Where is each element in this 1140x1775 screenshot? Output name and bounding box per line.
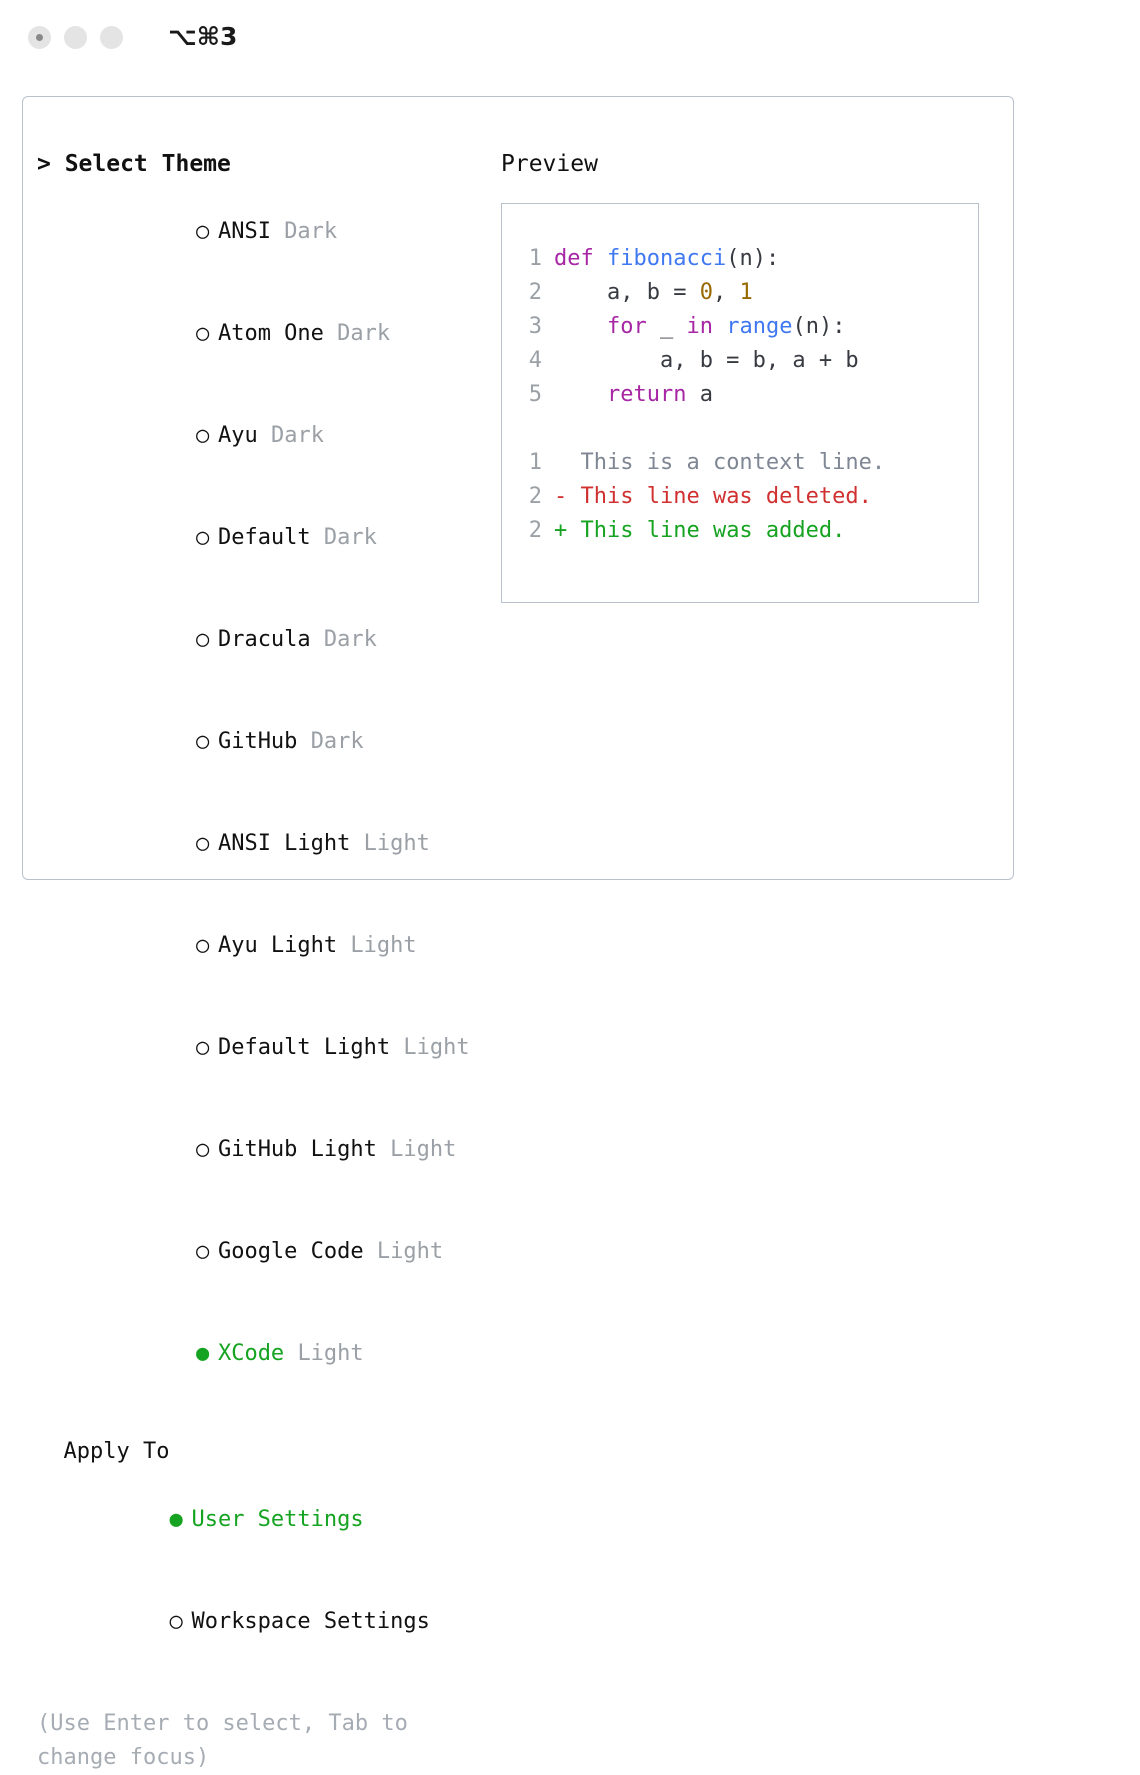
code-token: a, b = b, a + b — [554, 348, 859, 373]
diff-line-added — [516, 514, 978, 548]
theme-name: Ayu Light — [217, 933, 338, 958]
select-theme-prompt: > Select Theme — [37, 151, 231, 177]
code-token: a — [686, 382, 713, 407]
code-token: fibonacci — [606, 246, 727, 271]
code-token: def — [554, 246, 607, 271]
theme-name: GitHub Light — [217, 1137, 377, 1162]
diff-marker — [554, 450, 567, 475]
line-number: 4 — [528, 348, 542, 373]
code-token: in — [686, 314, 713, 339]
line-number: 3 — [528, 314, 542, 339]
code-token: _ — [646, 314, 687, 339]
line-number: 1 — [528, 246, 542, 271]
code-spacer — [516, 412, 978, 446]
preview-box — [501, 203, 979, 603]
window-dot-close[interactable] — [28, 26, 51, 49]
radio-icon: ○ — [195, 1239, 210, 1264]
code-line — [516, 242, 978, 276]
radio-icon: ○ — [195, 219, 210, 244]
theme-option-default-dark[interactable] — [37, 487, 487, 589]
radio-icon: ○ — [195, 1035, 210, 1060]
diff-text: This line was deleted. — [567, 484, 872, 509]
theme-kind: Dark — [284, 219, 338, 244]
diff-line-deleted — [516, 480, 978, 514]
code-token: for — [606, 314, 647, 339]
theme-name: ANSI Light — [217, 831, 351, 856]
theme-option-default-light[interactable] — [37, 997, 487, 1099]
code-token: , — [712, 280, 740, 305]
theme-list[interactable] — [37, 181, 487, 1405]
theme-name: XCode — [217, 1341, 285, 1366]
code-line — [516, 378, 978, 412]
window-dot-minimize[interactable] — [64, 26, 87, 49]
diff-marker: + — [554, 518, 568, 543]
theme-name: Default Light — [217, 1035, 391, 1060]
theme-kind: Light — [376, 1239, 444, 1264]
apply-option-workspace-settings[interactable] — [37, 1571, 487, 1673]
theme-name: Google Code — [217, 1239, 364, 1264]
diff-line-context — [516, 446, 978, 480]
radio-icon: ○ — [195, 423, 210, 448]
code-token: return — [606, 382, 687, 407]
radio-icon: ○ — [195, 1137, 210, 1162]
theme-name: ANSI — [217, 219, 271, 244]
keyboard-shortcut-label: ⌥⌘3 — [168, 22, 238, 51]
theme-kind: Light — [363, 831, 430, 856]
line-number: 2 — [528, 484, 542, 509]
theme-name: Ayu — [217, 423, 258, 448]
window-controls[interactable] — [28, 26, 123, 49]
radio-selected-icon: ● — [169, 1507, 183, 1532]
radio-icon: ○ — [195, 525, 210, 550]
theme-kind: Dark — [337, 321, 391, 346]
line-number: 5 — [528, 382, 542, 407]
line-number: 2 — [528, 518, 542, 543]
apply-option-label: User Settings — [191, 1507, 364, 1532]
theme-kind: Dark — [323, 525, 377, 550]
code-token — [554, 382, 607, 407]
keyboard-hint-text: (Use Enter to select, Tab to change focus) — [37, 1711, 408, 1770]
code-token — [713, 314, 726, 339]
theme-option-atom-one-dark[interactable] — [37, 283, 487, 385]
apply-to-label: Apply To — [37, 1439, 170, 1464]
diff-text: This line was added. — [567, 518, 846, 543]
code-token — [554, 314, 607, 339]
preview-title: Preview — [501, 151, 598, 177]
code-token: (n): — [726, 246, 780, 271]
theme-kind: Light — [297, 1341, 364, 1366]
code-token: 1 — [739, 280, 753, 305]
apply-option-label: Workspace Settings — [191, 1609, 430, 1634]
window-titlebar — [0, 0, 1140, 78]
radio-icon: ○ — [169, 1609, 183, 1634]
code-line — [516, 310, 978, 344]
theme-option-dracula-dark[interactable] — [37, 589, 487, 691]
diff-marker: - — [554, 484, 568, 509]
theme-name: GitHub — [217, 729, 298, 754]
theme-selection-column — [37, 147, 487, 1775]
theme-option-ansi-dark[interactable] — [37, 181, 487, 283]
theme-kind: Dark — [323, 627, 377, 652]
line-number: 2 — [528, 280, 542, 305]
theme-option-google-code[interactable] — [37, 1201, 487, 1303]
code-line — [516, 276, 978, 310]
radio-icon: ○ — [195, 627, 210, 652]
radio-selected-icon: ● — [195, 1341, 210, 1366]
code-token: (n): — [792, 314, 846, 339]
preview-column — [501, 147, 1001, 603]
theme-kind: Dark — [310, 729, 364, 754]
radio-icon: ○ — [195, 933, 210, 958]
diff-text: This is a context line. — [567, 450, 886, 475]
line-number: 1 — [528, 450, 542, 475]
window-dot-zoom[interactable] — [100, 26, 123, 49]
code-token: a, b = — [554, 280, 700, 305]
radio-icon: ○ — [195, 729, 210, 754]
theme-option-github-dark[interactable] — [37, 691, 487, 793]
theme-option-ayu-dark[interactable] — [37, 385, 487, 487]
radio-icon: ○ — [195, 831, 210, 856]
theme-name: Default — [217, 525, 311, 550]
code-line — [516, 344, 978, 378]
theme-name: Dracula — [217, 627, 311, 652]
theme-option-xcode-light[interactable] — [37, 1303, 487, 1405]
code-token: range — [726, 314, 793, 339]
radio-icon: ○ — [195, 321, 210, 346]
theme-option-github-light[interactable] — [37, 1099, 487, 1201]
theme-kind: Light — [390, 1137, 457, 1162]
theme-option-ayu-light[interactable] — [37, 895, 487, 997]
theme-kind: Light — [350, 933, 417, 958]
theme-kind: Light — [403, 1035, 470, 1060]
apply-option-user-settings[interactable] — [37, 1469, 487, 1571]
theme-kind: Dark — [270, 423, 324, 448]
theme-name: Atom One — [217, 321, 324, 346]
theme-picker-panel — [22, 96, 1014, 1770]
code-token: 0 — [699, 280, 713, 305]
theme-option-ansi-light[interactable] — [37, 793, 487, 895]
